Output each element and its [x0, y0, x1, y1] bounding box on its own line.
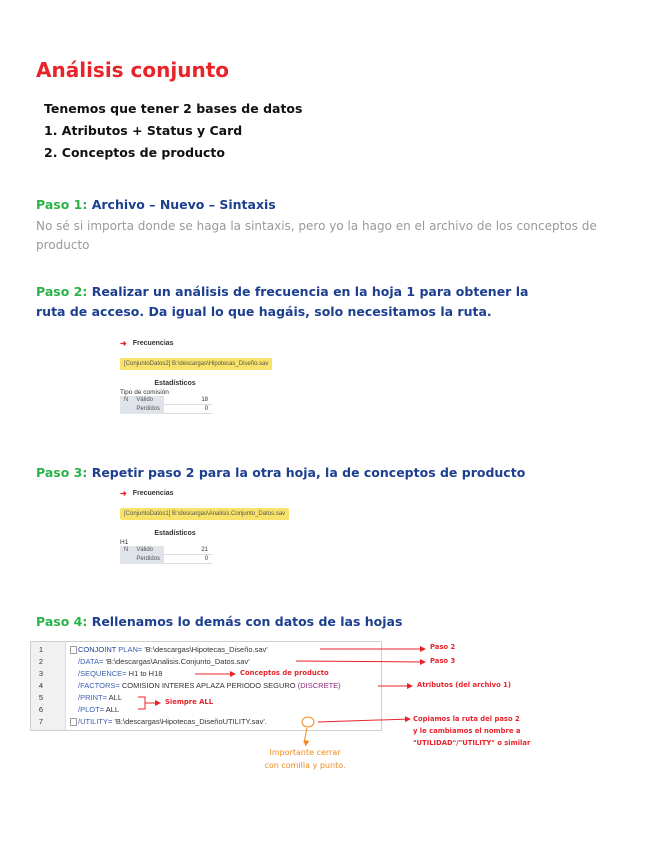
line-number: 2 — [38, 657, 44, 666]
file-path-highlight: [ConjuntoDatos1] B:\descargas\Analisis.Conjunto_Datos.sav — [120, 508, 289, 520]
line-number: 3 — [38, 669, 44, 678]
intro-line: Tenemos que tener 2 bases de datos — [44, 101, 303, 116]
row-label: Perdidos — [132, 405, 164, 414]
annotation-paso3: Paso 3 — [430, 657, 456, 665]
step-text: Archivo – Nuevo – Sintaxis — [91, 197, 276, 212]
annotation-atributos: Atributos (del archivo 1) — [417, 681, 511, 689]
variable-label: H1 — [120, 539, 129, 546]
annotation-conceptos: Conceptos de producto — [240, 669, 329, 677]
cell-value: 18 — [164, 396, 212, 405]
red-arrow-icon: ➜ — [120, 489, 127, 498]
annotation-copiamos: Copiamos la ruta del paso 2 y le cambiamos el nombre a "UTILIDAD"/"UTILITY" o similar — [413, 715, 531, 747]
intro-line: 1. Atributos + Status y Card — [44, 123, 243, 138]
arrow-cerrar — [304, 728, 307, 743]
circle-quote — [302, 717, 314, 727]
stats-title: Estadísticos — [154, 380, 196, 387]
line-number: 6 — [38, 705, 44, 714]
page-title: Análisis conjunto — [36, 58, 230, 82]
step-1-note: No sé si importa donde se haga la sintaxis, pero yo la hago en el archivo de los conceptos de producto — [36, 219, 597, 252]
output-heading: ➜ Frecuencias — [120, 339, 174, 348]
arrow-paso3 — [296, 661, 425, 662]
intro-line: 2. Conceptos de producto — [44, 145, 225, 160]
stats-title: Estadísticos — [154, 530, 196, 537]
code-text: /SEQUENCE= H1 to H18 — [78, 669, 163, 678]
cell-value: 21 — [164, 546, 212, 555]
annotation-siempre: Siempre ALL — [165, 698, 214, 706]
red-arrow-icon: ➜ — [120, 339, 127, 348]
output-heading: ➜ Frecuencias — [120, 489, 174, 498]
code-text: CONJOINT PLAN= 'B:\descargas\Hipotecas_Diseño.sav' — [78, 645, 268, 654]
step-text: Rellenamos lo demás con datos de las hojas — [91, 614, 403, 629]
annotation-cerrar: Importante cerrar con comilla y punto. — [264, 748, 346, 770]
step-number: Paso 2: — [36, 284, 88, 299]
file-path-highlight: [ConjuntoDatos2] B:\descargas\Hipotecas_Diseño.sav — [120, 358, 272, 370]
step-2-heading-cont: ruta de acceso. Da igual lo que hagáis, solo necesitamos la ruta. — [36, 304, 492, 319]
code-text: /FACTORS= COMISION INTERES APLAZA PERIODO SEGURO (DISCRETE) — [78, 681, 341, 690]
line-number: 7 — [38, 717, 44, 726]
row-label: Válido — [132, 396, 164, 405]
row-label: Perdidos — [132, 555, 164, 564]
line-number: 4 — [38, 681, 44, 690]
code-text: /DATA= 'B:\descargas\Analisis.Conjunto_Datos.sav' — [78, 657, 250, 666]
arrow-copiamos — [318, 719, 410, 722]
cell-value: 0 — [164, 405, 212, 414]
code-text: /PRINT= ALL — [78, 693, 122, 702]
line-number: 5 — [38, 693, 44, 702]
step-number: Paso 1: — [36, 197, 88, 212]
step-text: Repetir paso 2 para la otra hoja, la de conceptos de producto — [91, 465, 526, 480]
annotation-paso2: Paso 2 — [430, 643, 456, 651]
step-number: Paso 4: — [36, 614, 88, 629]
row-label: N — [120, 396, 132, 405]
step-text: Realizar un análisis de frecuencia en la hoja 1 para obtener la — [91, 284, 529, 299]
code-text: /PLOT= ALL — [78, 705, 120, 714]
variable-label: Tipo de comisión — [120, 389, 169, 396]
code-text: /UTILITY= 'B:\descargas\Hipotecas_DiseñoUTILITY.sav'. — [78, 717, 267, 726]
cell-value: 0 — [164, 555, 212, 564]
bracket-siempre — [138, 697, 160, 709]
row-label: Válido — [132, 546, 164, 555]
line-number: 1 — [38, 645, 44, 654]
step-number: Paso 3: — [36, 465, 88, 480]
row-label: N — [120, 546, 132, 555]
